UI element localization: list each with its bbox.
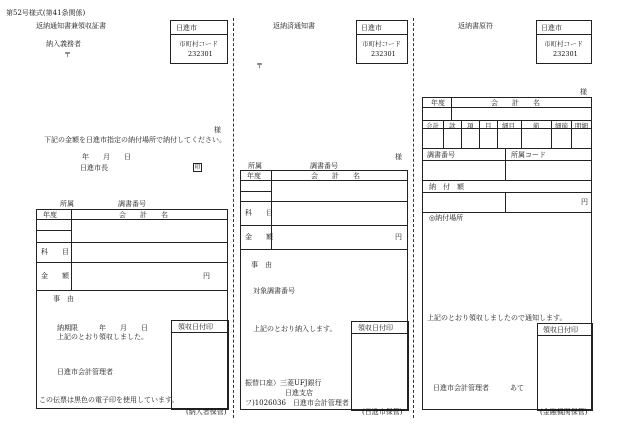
- panel3-account-label: 会 計 名: [491, 99, 540, 107]
- target-survey-number: 対象調書番号: [253, 287, 295, 295]
- panel3-nendo: 年度: [431, 99, 445, 107]
- panel1-receipt-stamp-box: [171, 320, 229, 410]
- panel1-received: 上記のとおり領収しました。: [57, 333, 148, 341]
- bank-line-2: 日進支店: [285, 389, 313, 397]
- col-saimoku: 細目: [502, 122, 515, 130]
- panel3-city-box: [536, 20, 592, 64]
- panel2-yen: 円: [395, 233, 402, 241]
- panel1-jiyu: 事 由: [53, 295, 74, 303]
- panel1-receipt-stamp-label: 領収日付印: [178, 323, 213, 331]
- panel2-table: [240, 170, 408, 410]
- panel2-jiyu: 事 由: [251, 261, 272, 269]
- panel2-account-label: 会 計 名: [311, 172, 360, 180]
- panel3-receipt-stamp-label: 領収日付印: [543, 326, 578, 334]
- panel1-keeper: (納入者保管): [186, 408, 227, 416]
- panel2-survey-label: 調書番号: [310, 162, 338, 170]
- bank-line-3: フ)1026036 日進市会計管理者: [245, 399, 349, 407]
- form-number: 第52号様式(第41条関係): [6, 9, 86, 17]
- col-setsu: 節: [533, 122, 540, 130]
- bank-line-1: 振替口座）三菱UFJ銀行: [245, 379, 322, 387]
- panel1-kingaku: 金 額: [41, 272, 69, 280]
- panel2-muni-code: 232301: [371, 50, 396, 58]
- dept-code-label: 所属コード: [511, 151, 546, 159]
- panel1-yen: 円: [203, 272, 210, 280]
- panel1-kamoku: 科 目: [41, 248, 69, 256]
- panel2-receipt-stamp-box: [351, 321, 409, 411]
- panel3-notified: 上記のとおり領収しましたので通知します。: [427, 314, 567, 322]
- col-kou: 項: [467, 122, 474, 130]
- panel3-city-name: 日進市: [541, 24, 562, 32]
- panel3-muni-code-label: 市町村コード: [544, 40, 583, 48]
- panel1-account-label: 会 計 名: [119, 211, 168, 219]
- panel2-postal-mark: 〒: [256, 62, 263, 70]
- panel1-dept-label: 所属: [60, 200, 74, 208]
- panel1-table: [36, 209, 228, 409]
- panel1-survey-label: 調書番号: [118, 200, 146, 208]
- cut-line-1: [233, 18, 234, 418]
- panel3-yen: 円: [581, 198, 588, 206]
- panel2-keeper: (日進市保管): [362, 408, 403, 416]
- panel2-dept-label: 所属: [248, 162, 262, 170]
- amount-label: 納 付 額: [429, 183, 464, 191]
- panel1-date: 年 月 日: [82, 153, 131, 161]
- panel1-sama: 様: [214, 126, 221, 134]
- col-saisetsu: 細節: [555, 122, 568, 130]
- panel3-title: 返納書原符: [458, 22, 493, 30]
- mayor-label: 日進市長: [80, 164, 108, 172]
- payment-place: ◎納付場所: [429, 214, 464, 222]
- due-date: 納期限 年 月 日: [57, 324, 148, 332]
- payment-notice: 下記の金額を日進市指定の納付場所で納付してください。: [44, 136, 226, 144]
- panel2-city-name: 日進市: [361, 24, 382, 32]
- col-kaikei: 会計: [426, 122, 439, 130]
- panel1-muni-code: 232301: [188, 50, 213, 58]
- e-seal-note: この伝票は黒色の電子印を使用しています。: [39, 396, 179, 404]
- panel2-kamoku: 科 目: [245, 209, 273, 217]
- col-meisai: 明細: [575, 122, 588, 130]
- panel3-keeper: (金融機関保管): [540, 408, 588, 416]
- panel1-accountant: 日進市会計管理者: [57, 368, 113, 376]
- col-moku: 目: [485, 122, 492, 130]
- panel3-to-accountant: 日進市会計管理者 あて: [433, 384, 524, 392]
- payer-label: 納入義務者: [46, 40, 81, 48]
- panel2-city-box: [356, 20, 408, 64]
- col-kan: 款: [449, 122, 456, 130]
- panel2-nendo: 年度: [247, 172, 261, 180]
- panel2-title: 返納済通知書: [273, 22, 315, 30]
- panel2-kingaku: 金 額: [245, 233, 273, 241]
- panel3-receipt-stamp-box: [537, 323, 593, 411]
- panel2-muni-code-label: 市町村コード: [362, 40, 401, 48]
- panel3-sama: 様: [580, 88, 587, 96]
- panel1-title: 返納通知書兼領収証書: [36, 22, 106, 30]
- panel3-table: [422, 97, 592, 410]
- panel3-muni-code: 232301: [553, 50, 578, 58]
- panel1-city-box: [170, 20, 228, 64]
- cut-line-2: [413, 18, 414, 418]
- panel1-city-name: 日進市: [176, 24, 197, 32]
- panel2-paid: 上記のとおり納入します。: [253, 325, 337, 333]
- panel2-sama: 様: [395, 153, 402, 161]
- panel1-postal-mark: 〒: [64, 51, 71, 59]
- panel2-receipt-stamp-label: 領収日付印: [358, 324, 393, 332]
- panel1-nendo: 年度: [43, 211, 57, 219]
- panel1-muni-code-label: 市町村コード: [179, 40, 218, 48]
- mayor-stamp-box: 印: [194, 164, 201, 171]
- panel3-survey-label: 調書番号: [427, 151, 455, 159]
